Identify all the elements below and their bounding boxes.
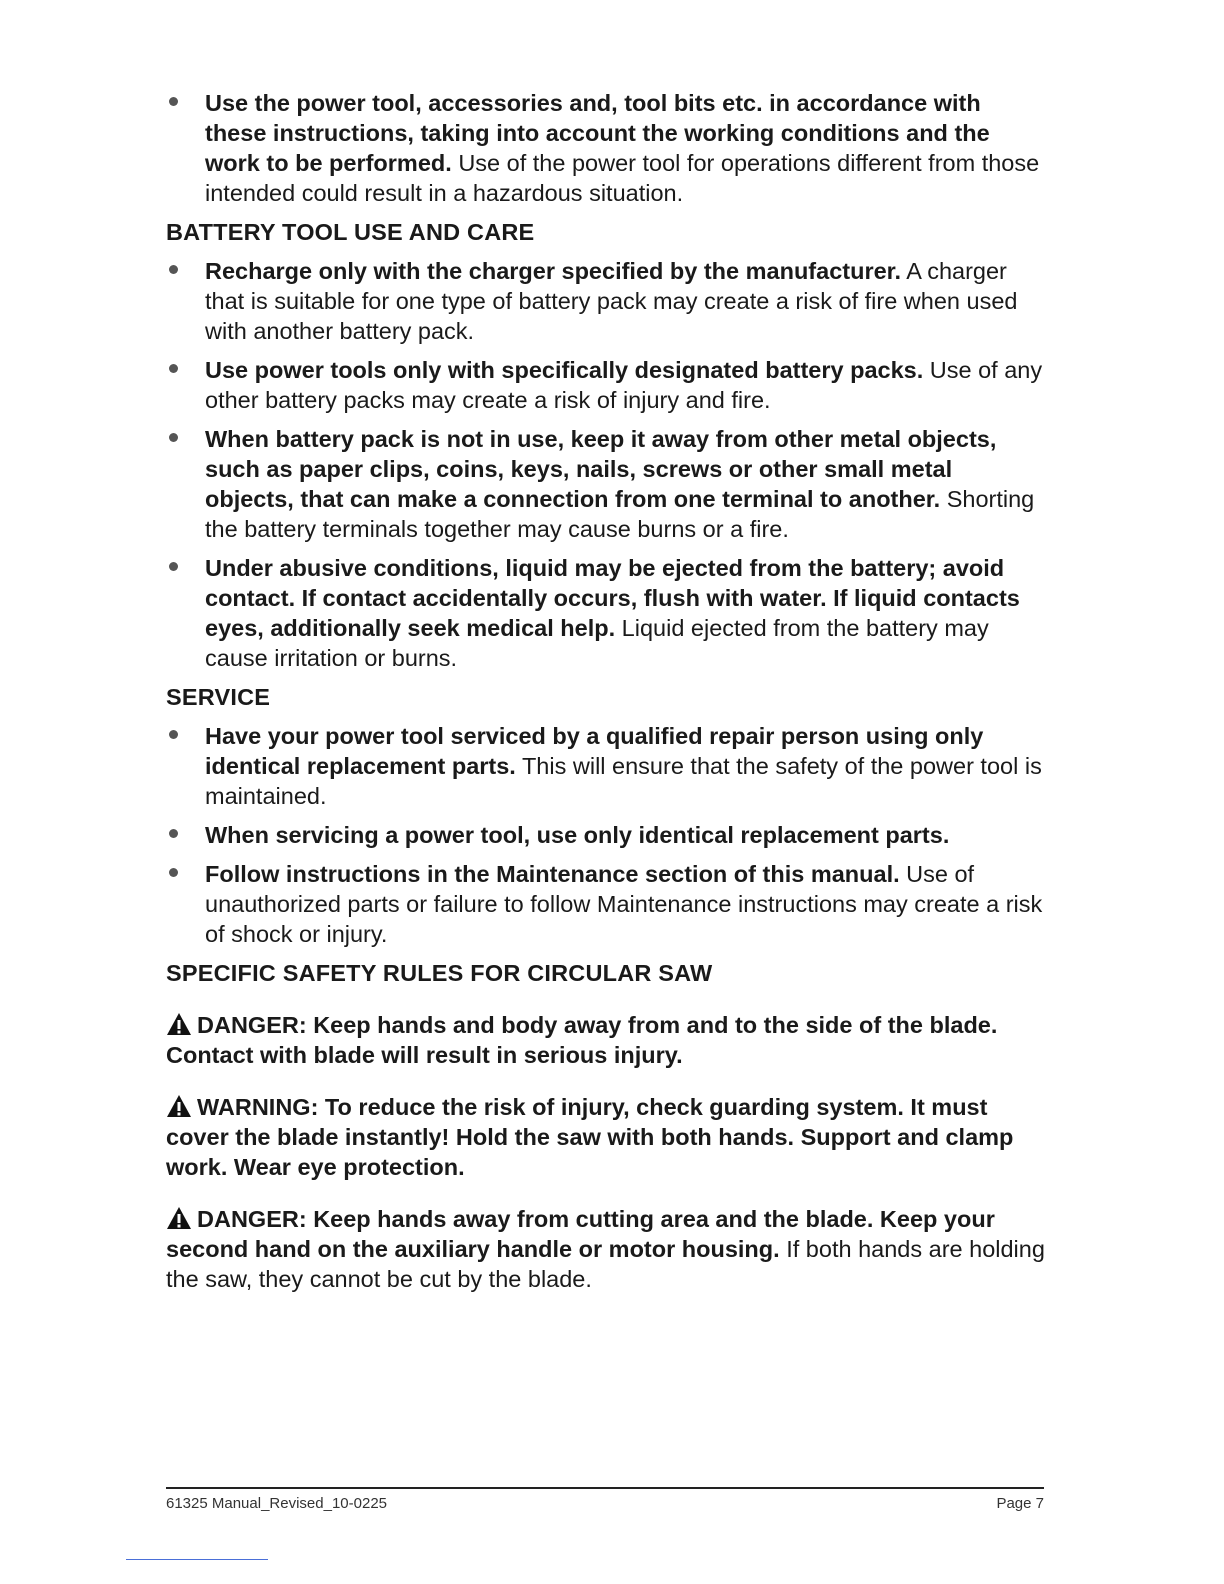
divider: [126, 1559, 268, 1560]
page-footer: [166, 1487, 1044, 1512]
bullet-icon: [169, 265, 178, 274]
warning-triangle-icon: [166, 1012, 192, 1036]
list-item: [166, 88, 1046, 208]
page-number: Page 7: [996, 1495, 1044, 1512]
bold-text: Have your power tool serviced by a qualified repair person using only identical replacement parts.: [205, 723, 984, 779]
section-heading-battery: BATTERY TOOL USE AND CARE: [166, 219, 535, 245]
bullet-icon: [169, 829, 178, 838]
bold-text: Follow instructions in the Maintenance section of this manual.: [205, 861, 900, 887]
body-text: Liquid ejected from the battery may cause irritation or burns.: [205, 615, 989, 671]
danger-notice: [166, 1010, 1046, 1070]
warning-notice: [166, 1092, 1046, 1182]
body-text: Use of any other battery packs may create a risk of injury and fire.: [205, 357, 1043, 413]
bold-text: WARNING: To reduce the risk of injury, check guarding system. It must cover the blade instantly! Hold the saw with both hands. Support and clamp work. Wear eye protection.: [166, 1094, 1014, 1180]
body-text: If both hands are holding the saw, they cannot be cut by the blade.: [166, 1236, 1045, 1292]
bold-text: Use power tools only with specifically designated battery packs.: [205, 357, 924, 383]
body-text: A charger that is suitable for one type of battery pack may create a risk of fire when used with another battery pack.: [205, 258, 1018, 344]
bullet-icon: [169, 364, 178, 373]
warning-triangle-icon: [166, 1206, 192, 1230]
bullet-icon: [169, 868, 178, 877]
warning-triangle-icon: [166, 1094, 192, 1118]
bold-text: When battery pack is not in use, keep it away from other metal objects, such as paper clips, coins, keys, nails, screws or other small metal objects, that can make a connection from one terminal to another.: [205, 426, 997, 512]
body-text: Shorting the battery terminals together may cause burns or a fire.: [205, 486, 1035, 542]
body-text: This will ensure that the safety of the power tool is maintained.: [205, 753, 1042, 809]
list-item: [166, 355, 1046, 415]
bullet-icon: [169, 433, 178, 442]
bullet-icon: [169, 97, 178, 106]
list-item: [166, 256, 1046, 346]
list-item: [166, 424, 1046, 544]
page-content: [166, 88, 1046, 1316]
bold-text: Under abusive conditions, liquid may be ejected from the battery; avoid contact. If contact accidentally occurs, flush with water. If liquid contacts eyes, additionally seek medical help.: [205, 555, 1020, 641]
bold-text: When servicing a power tool, use only identical replacement parts.: [205, 822, 950, 848]
danger-notice: [166, 1204, 1046, 1294]
bullet-icon: [169, 730, 178, 739]
list-item: [166, 721, 1046, 811]
list-item: [166, 859, 1046, 949]
body-text: Use of the power tool for operations different from those intended could result in a hazardous situation.: [205, 150, 1040, 206]
bold-text: DANGER: Keep hands away from cutting area and the blade. Keep your second hand on the auxiliary handle or motor housing.: [166, 1206, 995, 1262]
section-heading-specific: SPECIFIC SAFETY RULES FOR CIRCULAR SAW: [166, 960, 713, 986]
body-text: Use of unauthorized parts or failure to follow Maintenance instructions may create a risk of shock or injury.: [205, 861, 1043, 947]
bold-text: Use the power tool, accessories and, tool bits etc. in accordance with these instructions, taking into account the working conditions and the work to be performed.: [205, 90, 990, 176]
bullet-icon: [169, 562, 178, 571]
document-id: 61325 Manual_Revised_10-0225: [166, 1495, 388, 1512]
bold-text: DANGER: Keep hands and body away from and to the side of the blade. Contact with blade will result in serious injury.: [166, 1012, 998, 1068]
list-item: [166, 820, 1046, 850]
bold-text: Recharge only with the charger specified by the manufacturer.: [205, 258, 902, 284]
section-heading-service: SERVICE: [166, 684, 271, 710]
list-item: [166, 553, 1046, 673]
